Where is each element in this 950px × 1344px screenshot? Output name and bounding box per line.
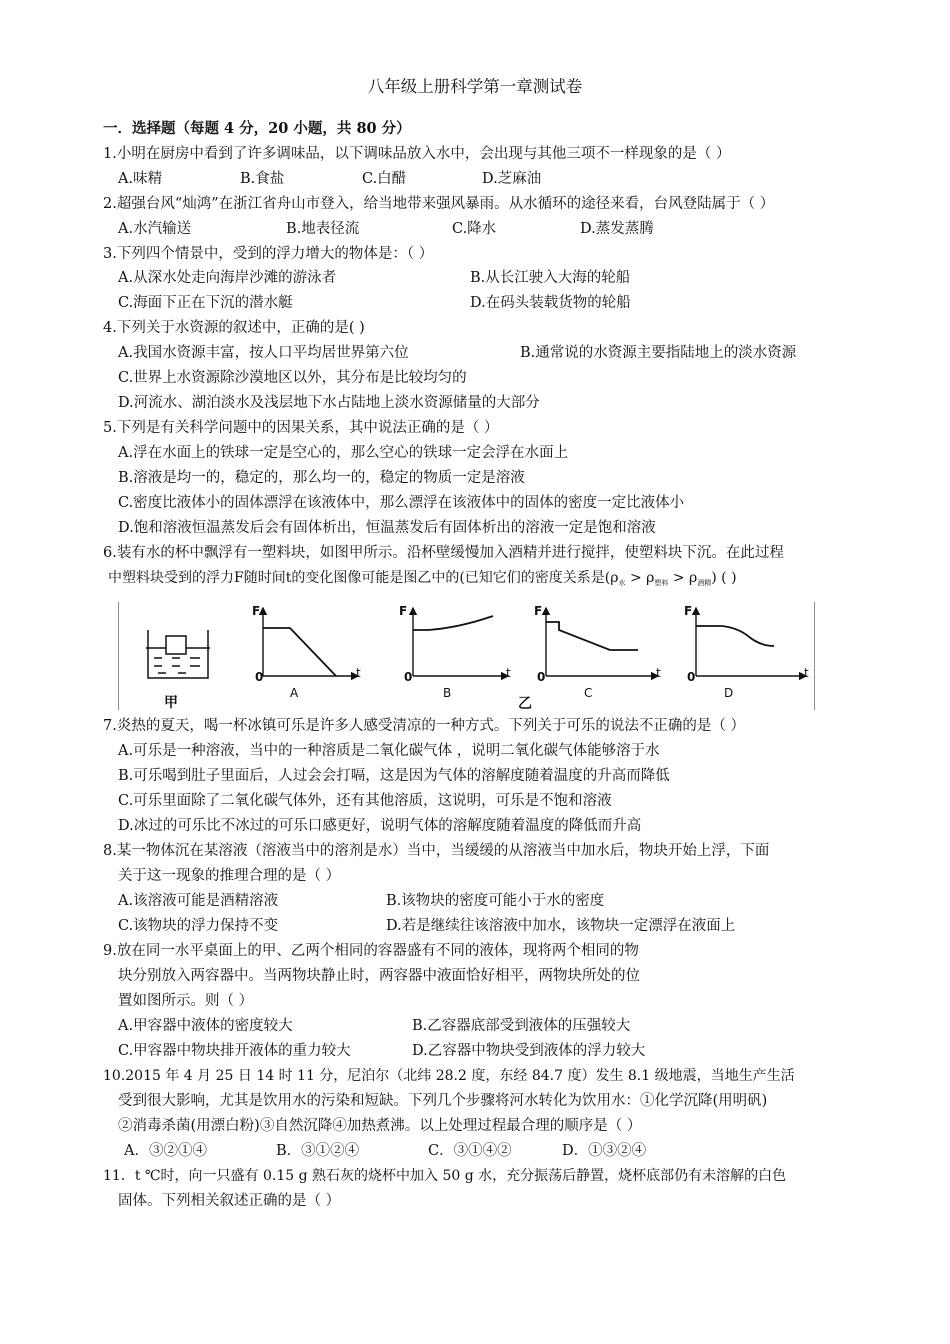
q8-option-c: C.该物块的浮力保持不变: [118, 918, 279, 934]
graph-d-t-label: t: [804, 666, 809, 680]
graph-a-f-label: F: [252, 604, 261, 618]
panel-label-d: D: [724, 686, 734, 700]
question-11: 11．t ℃时，向一只盛有 0.15 g 熟石灰的烧杯中加入 50 g 水，充分振荡后静置，烧杯底部仍有未溶解的白色: [103, 1168, 787, 1184]
q1-option-a: A.味精: [118, 171, 163, 187]
q4-option-a: A.我国水资源丰富，按人口平均居世界第六位: [118, 345, 409, 361]
q5-option-c: C.密度比液体小的固体漂浮在该液体中，那么漂浮在该液体中的固体的密度一定比液体小: [118, 495, 685, 511]
q7-option-d: D.冰过的可乐比不冰过的可乐口感更好，说明气体的溶解度随着温度的降低而升高: [118, 818, 642, 834]
q10-option-d: D．①③②④: [562, 1143, 647, 1159]
question-8-cont: 关于这一现象的推理合理的是（ ）: [118, 868, 341, 884]
q9-option-b: B.乙容器底部受到液体的压强较大: [412, 1018, 631, 1034]
q9-option-c: C.甲容器中物块排开液体的重力较大: [118, 1043, 351, 1059]
q3-option-a: A.从深水处走向海岸沙滩的游泳者: [118, 270, 337, 286]
label-jia: 甲: [164, 695, 178, 711]
q2-option-d: D.蒸发蒸腾: [580, 221, 654, 237]
question-9: 9.放在同一水平桌面上的甲、乙两个相同的容器盛有不同的液体，现将两个相同的物: [103, 943, 639, 959]
label-yi: 乙: [518, 696, 532, 712]
q10-option-c: C．③①④②: [428, 1143, 512, 1159]
q8-option-d: D.若是继续往该溶液中加水，该物块一定漂浮在液面上: [386, 918, 736, 934]
graph-c-t-label: t: [656, 666, 661, 680]
q7-option-c: C.可乐里面除了二氧化碳气体外，还有其他溶质，这说明，可乐是不饱和溶液: [118, 793, 612, 809]
q4-option-c: C.世界上水资源除沙漠地区以外，其分布是比较均匀的: [118, 370, 467, 386]
graph-d-f-label: F: [684, 604, 693, 618]
panel-label-b: B: [443, 686, 452, 700]
question-1: 1.小明在厨房中看到了许多调味品，以下调味品放入水中，会出现与其他三项不一样现象的是（ ）: [103, 146, 731, 162]
graph-c: [546, 608, 658, 676]
question-6: 6.装有水的杯中飘浮有一塑料块，如图甲所示。沿杯壁缓慢加入酒精并进行搅拌，使塑料块下沉。在此过程: [103, 545, 784, 561]
q1-option-c: C.白醋: [362, 171, 407, 187]
q10-option-a: A．③②①④: [124, 1143, 207, 1159]
q2-option-a: A.水汽输送: [118, 221, 192, 237]
q9-option-d: D.乙容器中物块受到液体的浮力较大: [412, 1043, 646, 1059]
q4-option-b: B.通常说的水资源主要指陆地上的淡水资源: [520, 345, 797, 361]
q3-option-d: D.在码头装载货物的轮船: [470, 295, 631, 311]
q7-option-b: B.可乐喝到肚子里面后，人过会会打嗝，这是因为气体的溶解度随着温度的升高而降低: [118, 768, 670, 784]
graph-a: [263, 608, 358, 676]
q7-option-a: A.可乐是一种溶液，当中的一种溶质是二氧化碳气体 ，说明二氧化碳气体能够溶于水: [118, 743, 660, 759]
q4-option-d: D.河流水、湖泊淡水及浅层地下水占陆地上淡水资源储量的大部分: [118, 395, 540, 411]
panel-label-c: C: [584, 686, 593, 700]
q1-option-d: D.芝麻油: [482, 171, 542, 187]
q6-density-formula: $\rho_水 > \rho_{塑料} > \rho_{酒精}$: [610, 570, 712, 587]
q3-option-c: C.海面下正在下沉的潜水艇: [118, 295, 293, 311]
q2-option-c: C.降水: [452, 221, 497, 237]
graph-c-f-label: F: [534, 604, 543, 618]
panel-label-a: A: [290, 686, 299, 700]
page-title: 八年级上册科学第一章测试卷: [367, 77, 583, 96]
graph-b-f-label: F: [399, 604, 408, 618]
graph-b: [413, 608, 508, 676]
graph-a-t-label: t: [356, 666, 361, 680]
q6-figure: [118, 600, 815, 712]
graph-c-origin: 0: [537, 670, 546, 684]
question-6-cont: 中塑料块受到的浮力F随时间t的变化图像可能是图乙中的(已知它们的密度关系是$(\rho_水 > \rho_{塑料} > \rho_{酒精})$ ( ): [108, 570, 737, 587]
graph-a-origin: 0: [255, 670, 264, 684]
q6-figure-graphics: [118, 600, 815, 712]
graph-d-origin: 0: [687, 670, 696, 684]
graph-b-origin: 0: [404, 670, 413, 684]
question-10-cont-2: ②消毒杀菌(用漂白粉)③自然沉降④加热煮沸。以上处理过程最合理的顺序是（ ）: [118, 1118, 642, 1134]
question-2: 2.超强台风“灿鸿”在浙江省舟山市登入，给当地带来强风暴雨。从水循环的途径来看，台风登陆属于（ ）: [103, 196, 775, 212]
question-8: 8.某一物体沉在某溶液（溶液当中的溶剂是水）当中，当缓缓的从溶液当中加水后，物块开始上浮，下面: [103, 843, 770, 859]
question-10: 10.2015 年 4 月 25 日 14 时 11 分，尼泊尔（北纬 28.2 度，东经 84.7 度）发生 8.1 级地震，当地生产生活: [103, 1068, 795, 1084]
question-9-cont-2: 置如图所示。则（ ）: [118, 993, 254, 1009]
q8-option-b: B.该物块的密度可能小于水的密度: [386, 893, 605, 909]
q9-option-a: A.甲容器中液体的密度较大: [118, 1018, 293, 1034]
graph-d: [696, 608, 806, 676]
q8-option-a: A.该溶液可能是酒精溶液: [118, 893, 279, 909]
q6-text: 中塑料块受到的浮力F随时间t的变化图像可能是图乙中的(已知它们的密度关系是(: [108, 570, 611, 586]
beaker-diagram: [146, 630, 210, 678]
q5-option-a: A.浮在水面上的铁球一定是空心的，那么空心的铁球一定会浮在水面上: [118, 445, 569, 461]
section-heading: 一．选择题（每题 4 分，20 小题，共 80 分）: [103, 120, 411, 137]
q3-option-b: B.从长江驶入大海的轮船: [470, 270, 631, 286]
q1-option-b: B.食盐: [240, 171, 285, 187]
question-11-cont: 固体。下列相关叙述正确的是（ ）: [118, 1193, 341, 1209]
question-10-cont-1: 受到很大影响，尤其是饮用水的污染和短缺。下列几个步骤将河水转化为饮用水：①化学沉降(用明矾): [118, 1093, 768, 1109]
question-5: 5.下列是有关科学问题中的因果关系，其中说法正确的是（ ）: [103, 420, 499, 436]
question-4: 4.下列关于水资源的叙述中，正确的是( ): [103, 320, 365, 336]
q10-option-b: B．③①②④: [276, 1143, 360, 1159]
question-7: 7.炎热的夏天，喝一杯冰镇可乐是许多人感受清凉的一种方式。下列关于可乐的说法不正确的是（ ）: [103, 718, 745, 734]
q5-option-d: D.饱和溶液恒温蒸发后会有固体析出，恒温蒸发后有固体析出的溶液一定是饱和溶液: [118, 520, 656, 536]
question-3: 3.下列四个情景中，受到的浮力增大的物体是：（ ）: [103, 246, 434, 262]
question-9-cont-1: 块分别放入两容器中。当两物块静止时，两容器中液面恰好相平，两物块所处的位: [118, 968, 640, 984]
q5-option-b: B.溶液是均一的，稳定的，那么均一的，稳定的物质一定是溶液: [118, 470, 525, 486]
graph-b-t-label: t: [506, 666, 511, 680]
q2-option-b: B.地表径流: [286, 221, 360, 237]
